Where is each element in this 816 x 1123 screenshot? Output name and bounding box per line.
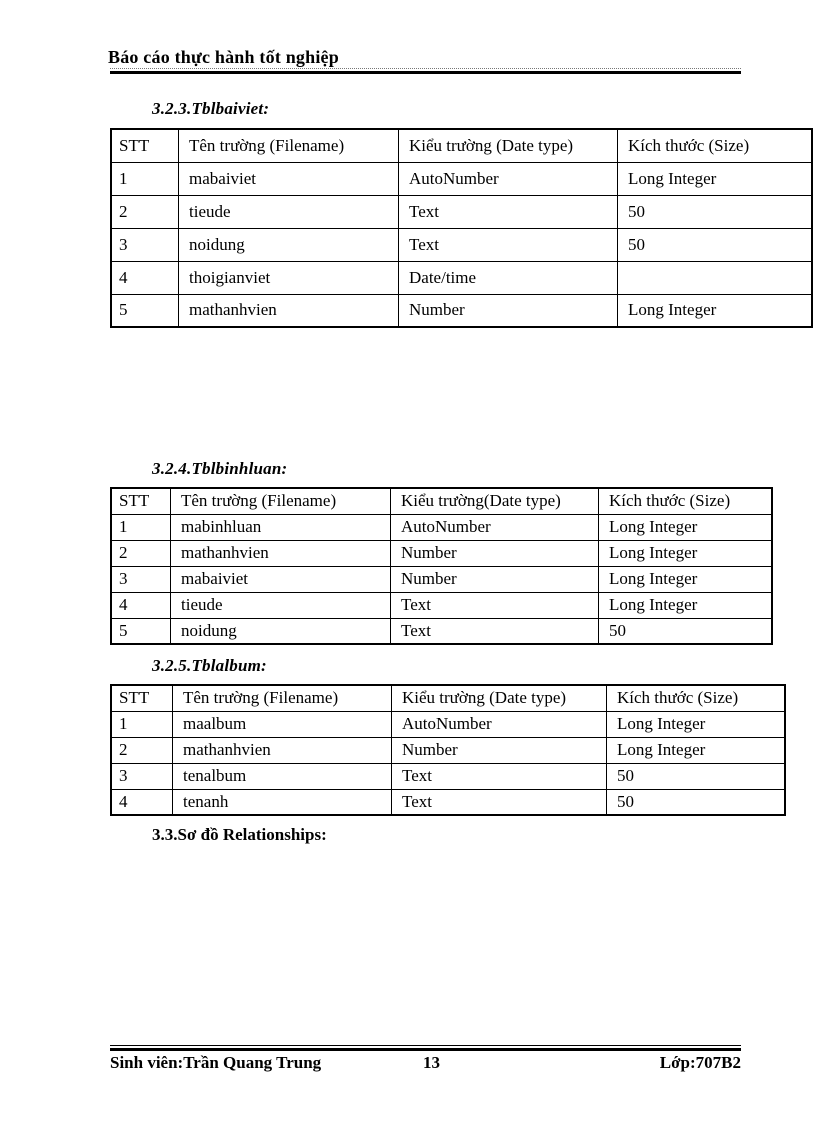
table-cell: tenanh (173, 789, 392, 815)
table-cell: Text (391, 592, 599, 618)
column-header: STT (111, 129, 179, 162)
table-row (111, 618, 772, 644)
table-cell: 1 (111, 514, 171, 540)
table-cell: Long Integer (599, 514, 773, 540)
table-cell: Date/time (399, 261, 618, 294)
table-cell: Long Integer (618, 162, 813, 195)
table-cell: Number (399, 294, 618, 327)
table-cell: 2 (111, 195, 179, 228)
table-cell: Text (399, 195, 618, 228)
column-header: Kiểu trường (Date type) (399, 129, 618, 162)
table-cell: maalbum (173, 711, 392, 737)
footer-class: Lớp:707B2 (659, 1053, 741, 1072)
table-cell: 3 (111, 763, 173, 789)
table-cell: tieude (171, 592, 391, 618)
table-cell: 3 (111, 566, 171, 592)
table-cell: Text (399, 228, 618, 261)
table-header-row (111, 129, 812, 162)
column-header: Kiểu trường(Date type) (391, 488, 599, 514)
table-cell: 50 (618, 195, 813, 228)
table-cell: Long Integer (607, 737, 786, 763)
table-row (111, 195, 812, 228)
table-cell: Long Integer (599, 540, 773, 566)
section-heading-tblbaiviet: 3.2.3.Tblbaiviet: (152, 99, 270, 118)
column-header: Tên trường (Filename) (179, 129, 399, 162)
table-cell: 50 (599, 618, 773, 644)
table-tblbaiviet (110, 128, 813, 328)
footer-rule (110, 1045, 741, 1051)
table-cell: Long Integer (599, 592, 773, 618)
column-header: Tên trường (Filename) (173, 685, 392, 711)
table-cell: 5 (111, 294, 179, 327)
table-cell: 5 (111, 618, 171, 644)
section-heading-tblalbum: 3.2.5.Tblalbum: (152, 656, 267, 675)
table-header-row (111, 685, 785, 711)
table-cell: Text (392, 789, 607, 815)
table-cell: 4 (111, 789, 173, 815)
section-heading-tblbinhluan: 3.2.4.Tblbinhluan: (152, 459, 288, 478)
table-cell: mabaiviet (179, 162, 399, 195)
table-cell: Long Integer (607, 711, 786, 737)
table-tblalbum (110, 684, 786, 816)
table-row (111, 162, 812, 195)
table-cell: tenalbum (173, 763, 392, 789)
table-cell: noidung (171, 618, 391, 644)
column-header: Kích thước (Size) (607, 685, 786, 711)
table-cell: Number (391, 566, 599, 592)
footer-rule-thick-line (110, 1048, 741, 1051)
table-cell: 1 (111, 711, 173, 737)
footer-rule-thin-line (110, 1045, 741, 1046)
table-cell: 3 (111, 228, 179, 261)
table-row (111, 228, 812, 261)
column-header: STT (111, 685, 173, 711)
header-rule-thin-line (110, 68, 741, 69)
table-row (111, 592, 772, 618)
table-cell: AutoNumber (391, 514, 599, 540)
table-row (111, 261, 812, 294)
table-header-row (111, 488, 772, 514)
table-cell: mathanhvien (179, 294, 399, 327)
table-cell: AutoNumber (392, 711, 607, 737)
table-cell: 50 (607, 789, 786, 815)
table-cell: mabaiviet (171, 566, 391, 592)
header-rule-thick-line (110, 71, 741, 74)
table-cell (618, 261, 813, 294)
column-header: STT (111, 488, 171, 514)
header-title: Báo cáo thực hành tốt nghiệp (108, 47, 339, 67)
table-cell: noidung (179, 228, 399, 261)
table-cell: 1 (111, 162, 179, 195)
table-cell: Number (391, 540, 599, 566)
table-cell: mathanhvien (171, 540, 391, 566)
table-tblbinhluan (110, 487, 773, 645)
table-cell: mabinhluan (171, 514, 391, 540)
column-header: Kiểu trường (Date type) (392, 685, 607, 711)
column-header: Kích thước (Size) (599, 488, 773, 514)
table-row (111, 711, 785, 737)
table-row (111, 763, 785, 789)
table-row (111, 514, 772, 540)
table-cell: 50 (607, 763, 786, 789)
table-cell: AutoNumber (399, 162, 618, 195)
table-row (111, 737, 785, 763)
table-cell: 4 (111, 261, 179, 294)
table-cell: 50 (618, 228, 813, 261)
table-cell: 4 (111, 592, 171, 618)
page-footer (110, 1053, 741, 1075)
table-cell: mathanhvien (173, 737, 392, 763)
table-row (111, 789, 785, 815)
column-header: Tên trường (Filename) (171, 488, 391, 514)
table-cell: thoigianviet (179, 261, 399, 294)
header-rule (110, 68, 741, 74)
table-row (111, 294, 812, 327)
page-header (108, 47, 339, 68)
column-header: Kích thước (Size) (618, 129, 813, 162)
table-cell: Long Integer (599, 566, 773, 592)
footer-page-number: 13 (423, 1053, 440, 1072)
footer-student-name: Sinh viên:Trần Quang Trung (110, 1053, 322, 1072)
table-cell: 2 (111, 540, 171, 566)
table-cell: Number (392, 737, 607, 763)
heading-relationships: 3.3.Sơ đồ Relationships: (152, 825, 327, 844)
table-row (111, 566, 772, 592)
table-row (111, 540, 772, 566)
table-cell: Text (392, 763, 607, 789)
table-cell: 2 (111, 737, 173, 763)
table-cell: Long Integer (618, 294, 813, 327)
table-cell: Text (391, 618, 599, 644)
table-cell: tieude (179, 195, 399, 228)
